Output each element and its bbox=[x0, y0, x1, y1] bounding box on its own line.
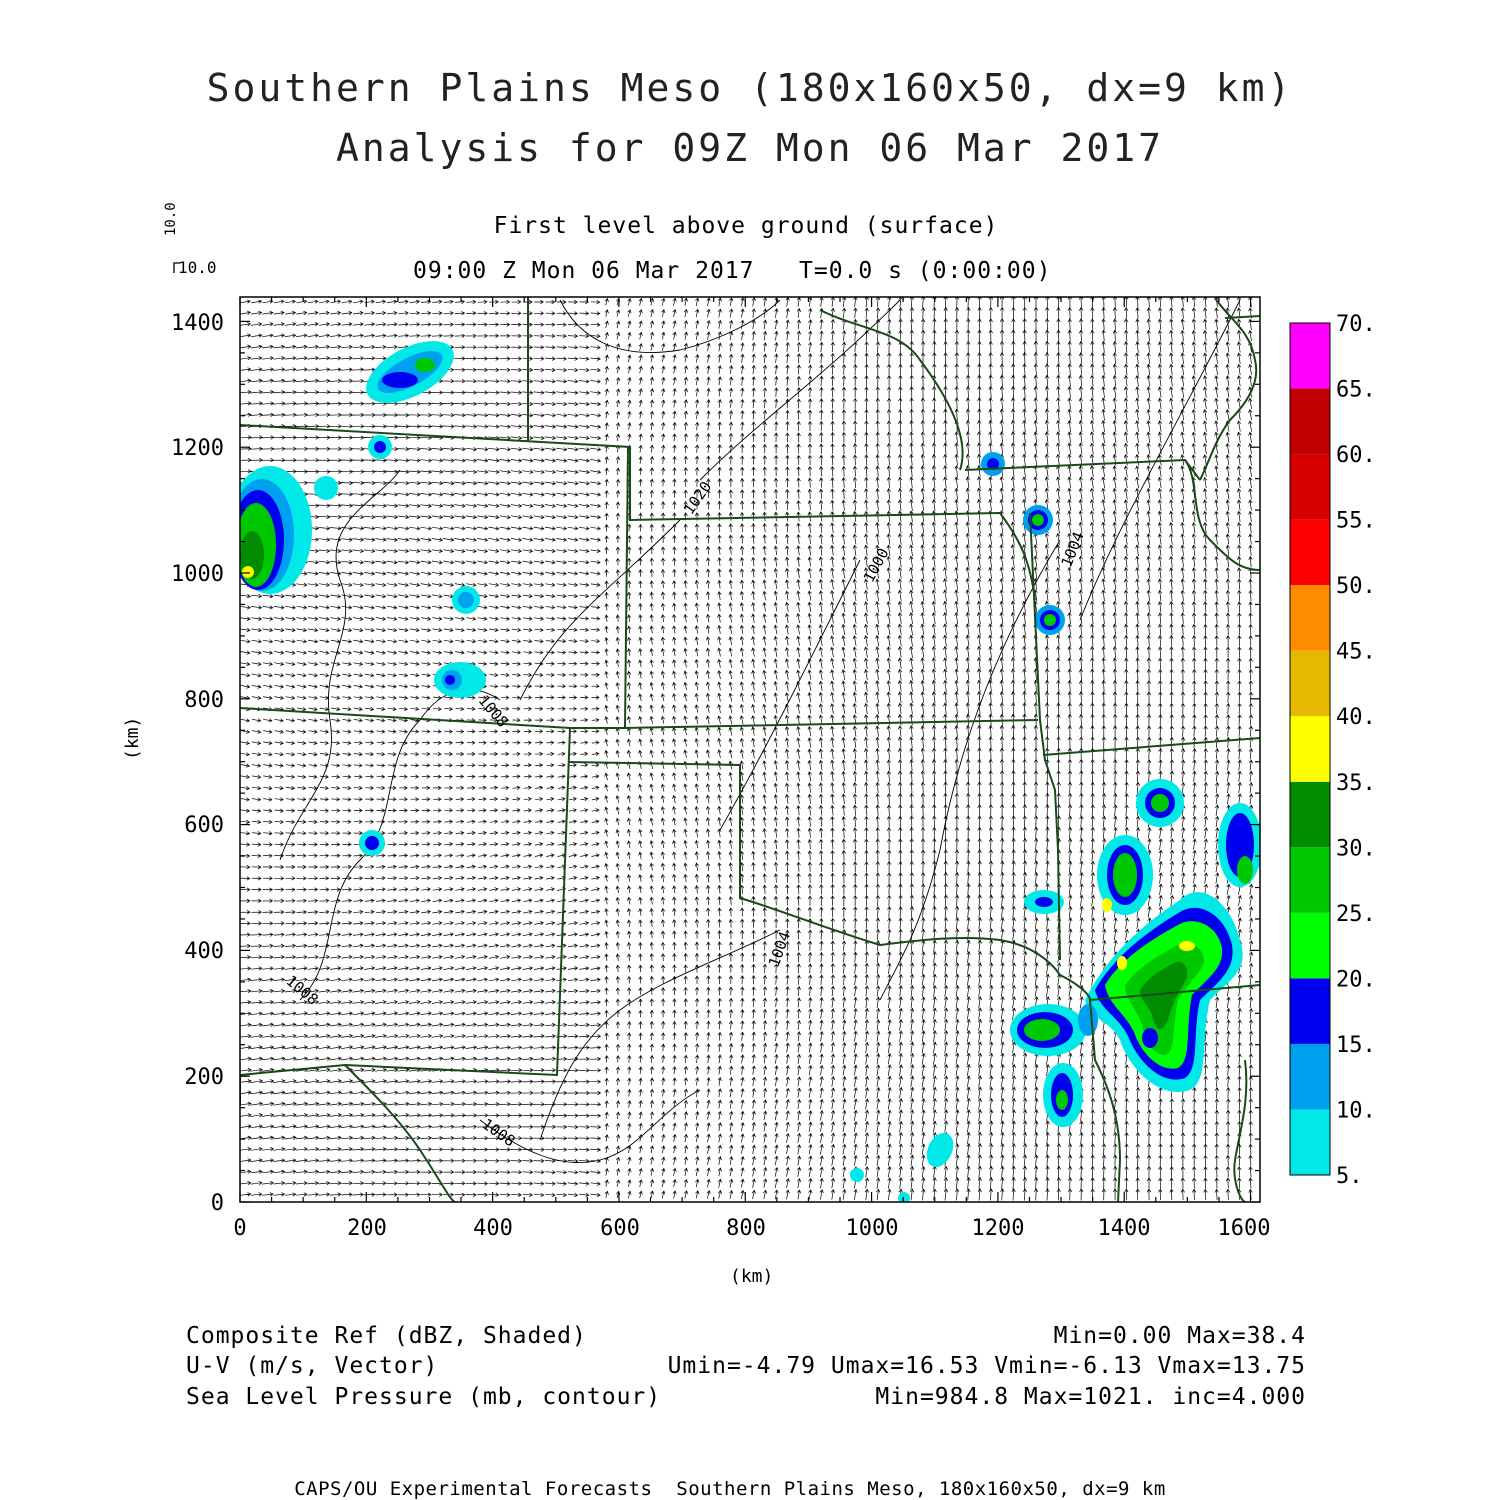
contour-label: 1020 bbox=[679, 477, 716, 518]
reflectivity-cell bbox=[1237, 856, 1253, 884]
reflectivity-cell bbox=[1035, 897, 1053, 907]
colorbar-label: 5. bbox=[1336, 1164, 1363, 1189]
x-axis-label: (km) bbox=[730, 1266, 774, 1287]
colorbar-swatch bbox=[1290, 323, 1330, 389]
x-tick-label: 1000 bbox=[845, 1216, 899, 1241]
state-border bbox=[820, 310, 963, 470]
colorbar-swatch bbox=[1290, 1044, 1330, 1110]
colorbar-swatch bbox=[1290, 978, 1330, 1044]
colorbar-swatch bbox=[1290, 1109, 1330, 1175]
colorbar-label: 25. bbox=[1336, 901, 1376, 927]
state-border bbox=[240, 708, 625, 728]
colorbar-swatch bbox=[1290, 782, 1330, 848]
reflectivity-cell bbox=[445, 675, 455, 685]
x-tick-label: 1400 bbox=[1097, 1216, 1151, 1241]
x-tick-label: 0 bbox=[233, 1216, 247, 1241]
isobar-north bbox=[560, 300, 780, 353]
contour-label: 1004 bbox=[1057, 529, 1088, 570]
y-tick-label: 0 bbox=[210, 1191, 224, 1216]
reflectivity-cell bbox=[1151, 794, 1169, 812]
state-border bbox=[1234, 1060, 1246, 1202]
reflectivity-cell bbox=[415, 358, 435, 372]
contour-label: 1000 bbox=[859, 545, 893, 586]
reflectivity-cell bbox=[1179, 941, 1195, 951]
state-border bbox=[568, 762, 1060, 975]
reflectivity-cell bbox=[1102, 898, 1112, 912]
isobar-1008-south bbox=[480, 1090, 700, 1163]
credit-line: CAPS/OU Experimental Forecasts Southern Plains Meso, 180x160x50, dx=9 km bbox=[294, 1478, 1166, 1500]
reflectivity-cell bbox=[1044, 614, 1056, 626]
x-tick-label: 600 bbox=[600, 1216, 640, 1241]
colorbar-swatch bbox=[1290, 716, 1330, 782]
colorbar-label: 30. bbox=[1336, 836, 1376, 862]
colorbar-label: 45. bbox=[1336, 639, 1376, 665]
x-tick-label: 800 bbox=[726, 1216, 766, 1241]
colorbar-label: 35. bbox=[1336, 770, 1376, 796]
y-tick-label: 1400 bbox=[171, 311, 224, 336]
colorbar-swatch bbox=[1290, 585, 1330, 651]
colorbar-swatch bbox=[1290, 651, 1330, 717]
colorbar-label: 70. bbox=[1336, 312, 1376, 337]
x-tick-label: 200 bbox=[347, 1216, 387, 1241]
isobar-1016 bbox=[520, 520, 680, 700]
state-border bbox=[240, 425, 1000, 520]
reflectivity-cell bbox=[1142, 1028, 1158, 1048]
wind-vector-field bbox=[239, 296, 1253, 1200]
reflectivity-cell bbox=[314, 476, 338, 500]
contour-label: 1008 bbox=[282, 971, 322, 1009]
reference-vector-icon bbox=[174, 263, 180, 273]
contour-label: 1004 bbox=[764, 929, 795, 970]
reflectivity-cell bbox=[1117, 956, 1127, 970]
colorbar-label: 60. bbox=[1336, 443, 1376, 469]
rio-grande bbox=[345, 1065, 455, 1202]
colorbar-label: 20. bbox=[1336, 967, 1376, 993]
colorbar-swatch bbox=[1290, 847, 1330, 913]
footer-reflectivity-range: Min=0.00 Max=38.4 bbox=[1053, 1323, 1306, 1349]
reflectivity-cell bbox=[242, 566, 254, 578]
main-title: Southern Plains Meso (180x160x50, dx=9 km) bbox=[206, 66, 1294, 110]
footer-wind-label: U-V (m/s, Vector) bbox=[186, 1353, 439, 1379]
analysis-title: Analysis for 09Z Mon 06 Mar 2017 bbox=[335, 126, 1165, 170]
colorbar-swatch bbox=[1290, 389, 1330, 455]
footer-reflectivity-label: Composite Ref (dBZ, Shaded) bbox=[186, 1323, 587, 1349]
reflectivity-cell bbox=[1078, 1004, 1098, 1036]
reflectivity-cell bbox=[382, 372, 418, 388]
colorbar-swatch bbox=[1290, 454, 1330, 520]
y-tick-labels bbox=[171, 311, 224, 1216]
footer-wind-range: Umin=-4.79 Umax=16.53 Vmin=-6.13 Vmax=13.75 bbox=[667, 1353, 1306, 1379]
footer-pressure-label: Sea Level Pressure (mb, contour) bbox=[186, 1384, 662, 1410]
state-border bbox=[625, 447, 1038, 728]
reflectivity-cell bbox=[458, 592, 474, 608]
x-tick-label: 1200 bbox=[971, 1216, 1025, 1241]
contour-label: 1008 bbox=[478, 1114, 519, 1151]
reference-vector-label: 10.0 bbox=[178, 258, 217, 277]
y-tick-label: 400 bbox=[184, 939, 224, 964]
y-axis-label: (km) bbox=[122, 716, 143, 760]
reflectivity-cell bbox=[850, 1168, 864, 1182]
reflectivity-cell bbox=[365, 836, 379, 850]
x-tick-labels bbox=[233, 1216, 1270, 1241]
y-tick-label: 800 bbox=[184, 688, 224, 713]
colorbar-labels bbox=[1336, 312, 1376, 1189]
colorbar-label: 10. bbox=[1336, 1098, 1376, 1124]
wind-vectors bbox=[239, 296, 1253, 1200]
reflectivity-cell bbox=[1113, 853, 1137, 897]
reflectivity-cell bbox=[1024, 1019, 1060, 1041]
y-tick-label: 200 bbox=[184, 1065, 224, 1090]
state-border bbox=[1043, 738, 1260, 755]
y-tick-label: 1200 bbox=[171, 436, 224, 461]
x-tick-label: 1600 bbox=[1217, 1216, 1271, 1241]
level-label: First level above ground (surface) bbox=[493, 213, 999, 239]
y-tick-label: 600 bbox=[184, 813, 224, 838]
colorbar-swatch bbox=[1290, 913, 1330, 979]
contour-label: 1008 bbox=[474, 691, 512, 731]
x-tick-label: 400 bbox=[473, 1216, 513, 1241]
reflectivity-cell bbox=[1032, 514, 1044, 526]
footer-pressure-range: Min=984.8 Max=1021. inc=4.000 bbox=[875, 1384, 1306, 1410]
reflectivity-cell bbox=[374, 441, 386, 453]
colorbar-label: 65. bbox=[1336, 377, 1376, 403]
reference-vector-vertical-label: 10.0 bbox=[163, 202, 179, 236]
colorbar-label: 50. bbox=[1336, 574, 1376, 600]
colorbar bbox=[1290, 323, 1330, 1175]
colorbar-swatch bbox=[1290, 520, 1330, 586]
reflectivity-cell bbox=[922, 1129, 959, 1172]
valid-time-label: 09:00 Z Mon 06 Mar 2017 T=0.0 s (0:00:00) bbox=[413, 258, 1052, 284]
y-tick-label: 1000 bbox=[171, 562, 224, 587]
reflectivity-cell bbox=[1056, 1090, 1068, 1110]
colorbar-label: 15. bbox=[1336, 1032, 1376, 1058]
colorbar-label: 55. bbox=[1336, 508, 1376, 534]
colorbar-label: 40. bbox=[1336, 705, 1376, 731]
state-boundaries bbox=[240, 297, 1260, 1202]
